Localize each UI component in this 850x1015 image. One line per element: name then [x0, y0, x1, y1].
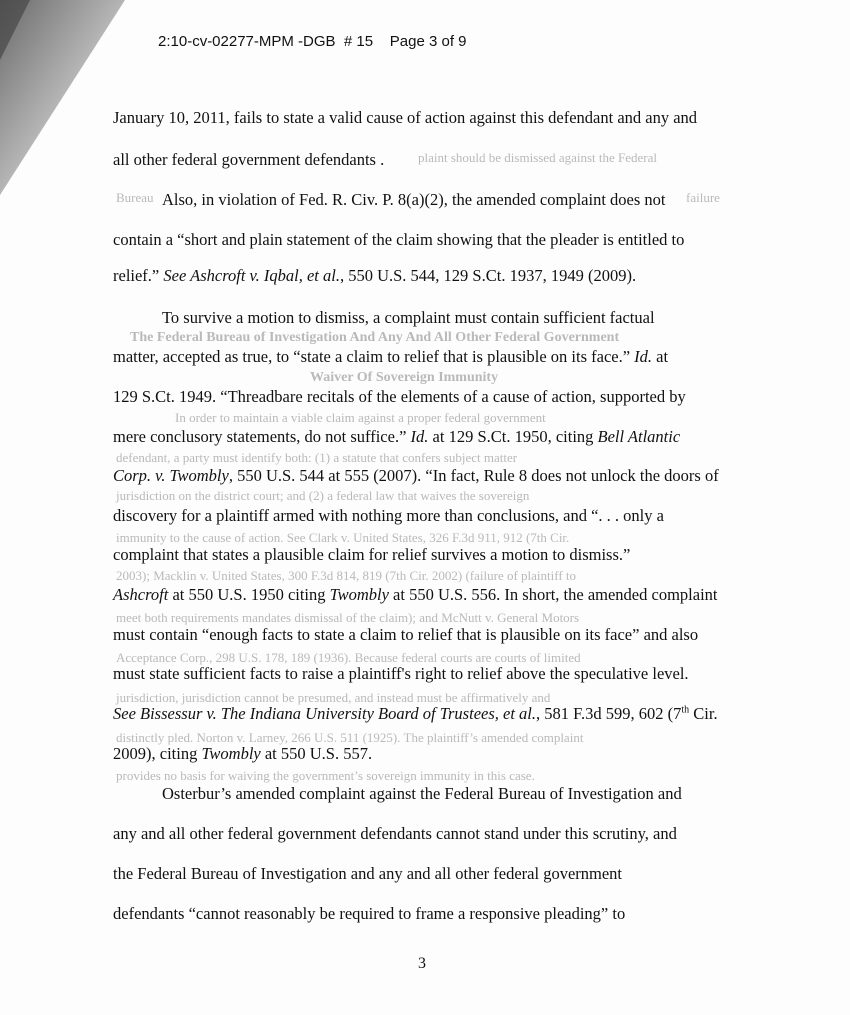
ghost-line: jurisdiction, jurisdiction cannot be presumed, and instead must be affirmatively and: [116, 690, 551, 705]
ghost-line: 2003); Macklin v. United States, 300 F.3d 814, 819 (7th Cir. 2002) (failure of plaintiff to: [116, 568, 577, 583]
case-citation: Ashcroft: [113, 585, 169, 604]
body-line: contain a “short and plain statement of the claim showing that the pleader is entitled to: [113, 230, 685, 249]
body-line: the Federal Bureau of Investigation and any and all other federal government: [113, 864, 623, 883]
case-number: 2:10-cv-02277-MPM -DGB: [158, 33, 336, 50]
body-line: must contain “enough facts to state a claim to relief that is plausible on its face” and also: [113, 625, 699, 644]
body-line: discovery for a plaintiff armed with nothing more than conclusions, and “. . . only a: [113, 506, 664, 525]
ghost-line: distinctly pled. Norton v. Larney, 266 U.S. 511 (1925). The plaintiff’s amended complaint: [116, 730, 584, 745]
ghost-line: plaint should be dismissed against the Federal: [418, 150, 658, 165]
case-citation: See Bissessur v. The Indiana University Board of Trustees, et al.: [113, 704, 536, 723]
body-line: mere conclusory statements, do not suffice.” Id. at 129 S.Ct. 1950, citing Bell Atlantic: [113, 427, 681, 446]
body-line: relief.” See Ashcroft v. Iqbal, et al., 550 U.S. 544, 129 S.Ct. 1937, 1949 (2009).: [113, 266, 637, 285]
case-citation: See Ashcroft v. Iqbal, et al.: [163, 266, 340, 285]
page-indicator: Page 3 of 9: [389, 33, 467, 50]
body-line: all other federal government defendants .: [113, 150, 385, 169]
ghost-line: Bureau: [116, 190, 154, 205]
body-line: 129 S.Ct. 1949. “Threadbare recitals of the elements of a cause of action, supported by: [113, 387, 686, 406]
case-citation: Corp. v. Twombly: [113, 466, 229, 485]
ghost-line: provides no basis for waiving the government’s sovereign immunity in this case.: [116, 768, 535, 783]
folded-corner-shadow: [0, 0, 130, 200]
body-line: complaint that states a plausible claim for relief survives a motion to dismiss.”: [113, 545, 631, 564]
document-number: # 15: [343, 33, 374, 50]
body-line: Osterbur’s amended complaint against the Federal Bureau of Investigation and: [162, 784, 682, 803]
body-line: January 10, 2011, fails to state a valid cause of action against this defendant and any and: [113, 108, 698, 127]
ghost-line: Acceptance Corp., 298 U.S. 178, 189 (1936). Because federal courts are courts of limited: [116, 650, 581, 665]
case-header: [158, 33, 467, 50]
ghost-heading: Waiver Of Sovereign Immunity: [310, 370, 499, 385]
page-number: 3: [418, 955, 426, 972]
body-line: Corp. v. Twombly, 550 U.S. 544 at 555 (2007). “In fact, Rule 8 does not unlock the doors of: [113, 466, 719, 485]
body-line: To survive a motion to dismiss, a complaint must contain sufficient factual: [162, 308, 655, 327]
case-citation: Twombly: [329, 585, 389, 604]
body-line: 2009), citing Twombly at 550 U.S. 557.: [113, 744, 373, 763]
ghost-line: jurisdiction on the district court; and (2) a federal law that waives the sovereign: [116, 488, 530, 503]
ghost-line: immunity to the cause of action. See Clark v. United States, 326 F.3d 911, 912 (7th Cir.: [116, 530, 570, 545]
body-line: any and all other federal government defendants cannot stand under this scrutiny, and: [113, 824, 677, 843]
body-line: Also, in violation of Fed. R. Civ. P. 8(a)(2), the amended complaint does not: [162, 190, 666, 209]
case-citation: Bell Atlantic: [597, 427, 681, 446]
body-line: matter, accepted as true, to “state a claim to relief that is plausible on its face.” Id. at: [113, 347, 669, 366]
ghost-line: meet both requirements mandates dismissal of the claim); and McNutt v. General Motors: [116, 610, 580, 625]
body-line: See Bissessur v. The Indiana University Board of Trustees, et al., 581 F.3d 599, 602 (7th Cir.: [113, 704, 718, 723]
ghost-line: defendant, a party must identify both: (1) a statute that confers subject matter: [116, 450, 518, 465]
case-citation: Twombly: [201, 744, 261, 763]
body-line: must state sufficient facts to raise a plaintiff's right to relief above the speculative level.: [113, 664, 689, 683]
ghost-heading: The Federal Bureau of Investigation And Any And All Other Federal Government: [130, 330, 620, 345]
body-line: defendants “cannot reasonably be required to frame a responsive pleading” to: [113, 904, 626, 923]
body-line: Ashcroft at 550 U.S. 1950 citing Twombly at 550 U.S. 556. In short, the amended complaint: [113, 585, 718, 604]
ghost-line: failure: [686, 190, 720, 205]
ghost-line: In order to maintain a viable claim against a proper federal government: [175, 410, 546, 425]
